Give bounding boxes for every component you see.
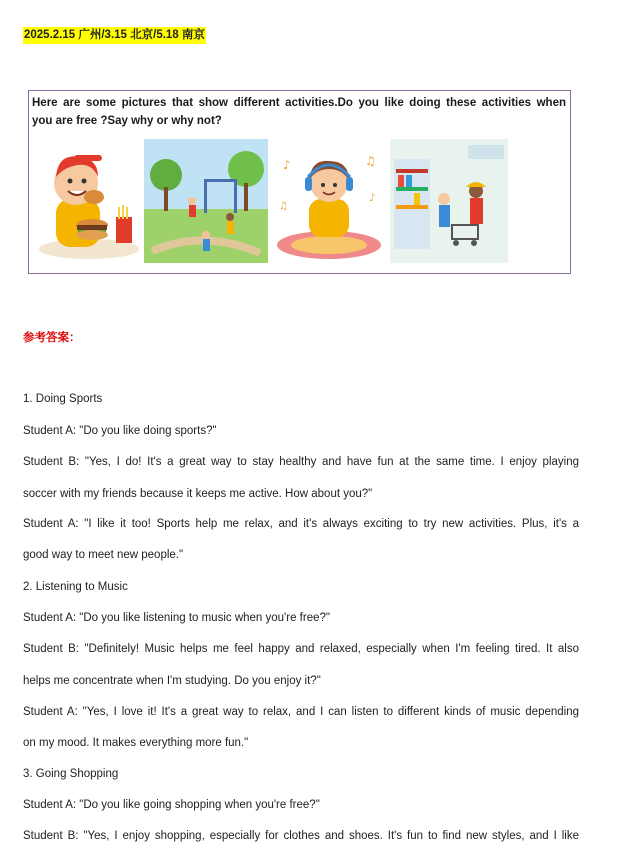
dialogue-line: soccer with my friends because it keeps me active. How about you?" — [23, 488, 373, 500]
dialogue-line: Student A: "Do you like doing sports?" — [23, 425, 217, 437]
dialogue-line: Student A: "Do you like listening to music when you're free?" — [23, 612, 330, 624]
section-heading-1: 1. Doing Sports — [23, 393, 103, 405]
svg-text:♪: ♪ — [283, 158, 291, 172]
dialogue-line: Student B: "Yes, I enjoy shopping, especially for clothes and shoes. It's fun to find new styles, and I like — [23, 830, 579, 842]
dialogue-line: on my mood. It makes everything more fun." — [23, 737, 249, 749]
prompt-line-1: Here are some pictures that show different activities.Do you like doing these activities when — [32, 97, 566, 109]
girl-listening-to-music-illustration — [273, 139, 385, 263]
date-location-line: 2025.2.15 广州/3.15 北京/5.18 南京 — [23, 27, 206, 44]
svg-text:♪: ♪ — [369, 193, 376, 204]
prompt-box — [28, 90, 571, 274]
svg-text:♫: ♫ — [365, 154, 376, 168]
section-heading-2: 2. Listening to Music — [23, 581, 128, 593]
dialogue-line: Student A: "Do you like going shopping when you're free?" — [23, 799, 320, 811]
kids-shopping-illustration — [390, 139, 508, 263]
boy-eating-food-illustration — [34, 139, 144, 263]
kids-playing-in-park-illustration — [144, 139, 268, 263]
dialogue-line: Student B: "Definitely! Music helps me feel happy and relaxed, especially when I'm feeling tired. It also — [23, 643, 579, 655]
dialogue-line: helps me concentrate when I'm studying. Do you enjoy it?" — [23, 675, 321, 687]
dialogue-line: Student B: "Yes, I do! It's a great way to stay healthy and have fun at the same time. I enjoy playing — [23, 456, 579, 468]
section-heading-3: 3. Going Shopping — [23, 768, 119, 780]
reference-answer-title: 参考答案： — [23, 332, 81, 344]
svg-text:♫: ♫ — [279, 201, 288, 212]
dialogue-line: good way to meet new people." — [23, 549, 184, 561]
dialogue-line: Student A: "I like it too! Sports help me relax, and it's always exciting to try new activities. Plus, it's a — [23, 518, 579, 530]
prompt-line-2: you are free ?Say why or why not? — [32, 115, 222, 127]
prompt-text — [32, 94, 566, 130]
dialogue-line: Student A: "Yes, I love it! It's a great way to relax, and I can listen to different kinds of music depending — [23, 706, 579, 718]
